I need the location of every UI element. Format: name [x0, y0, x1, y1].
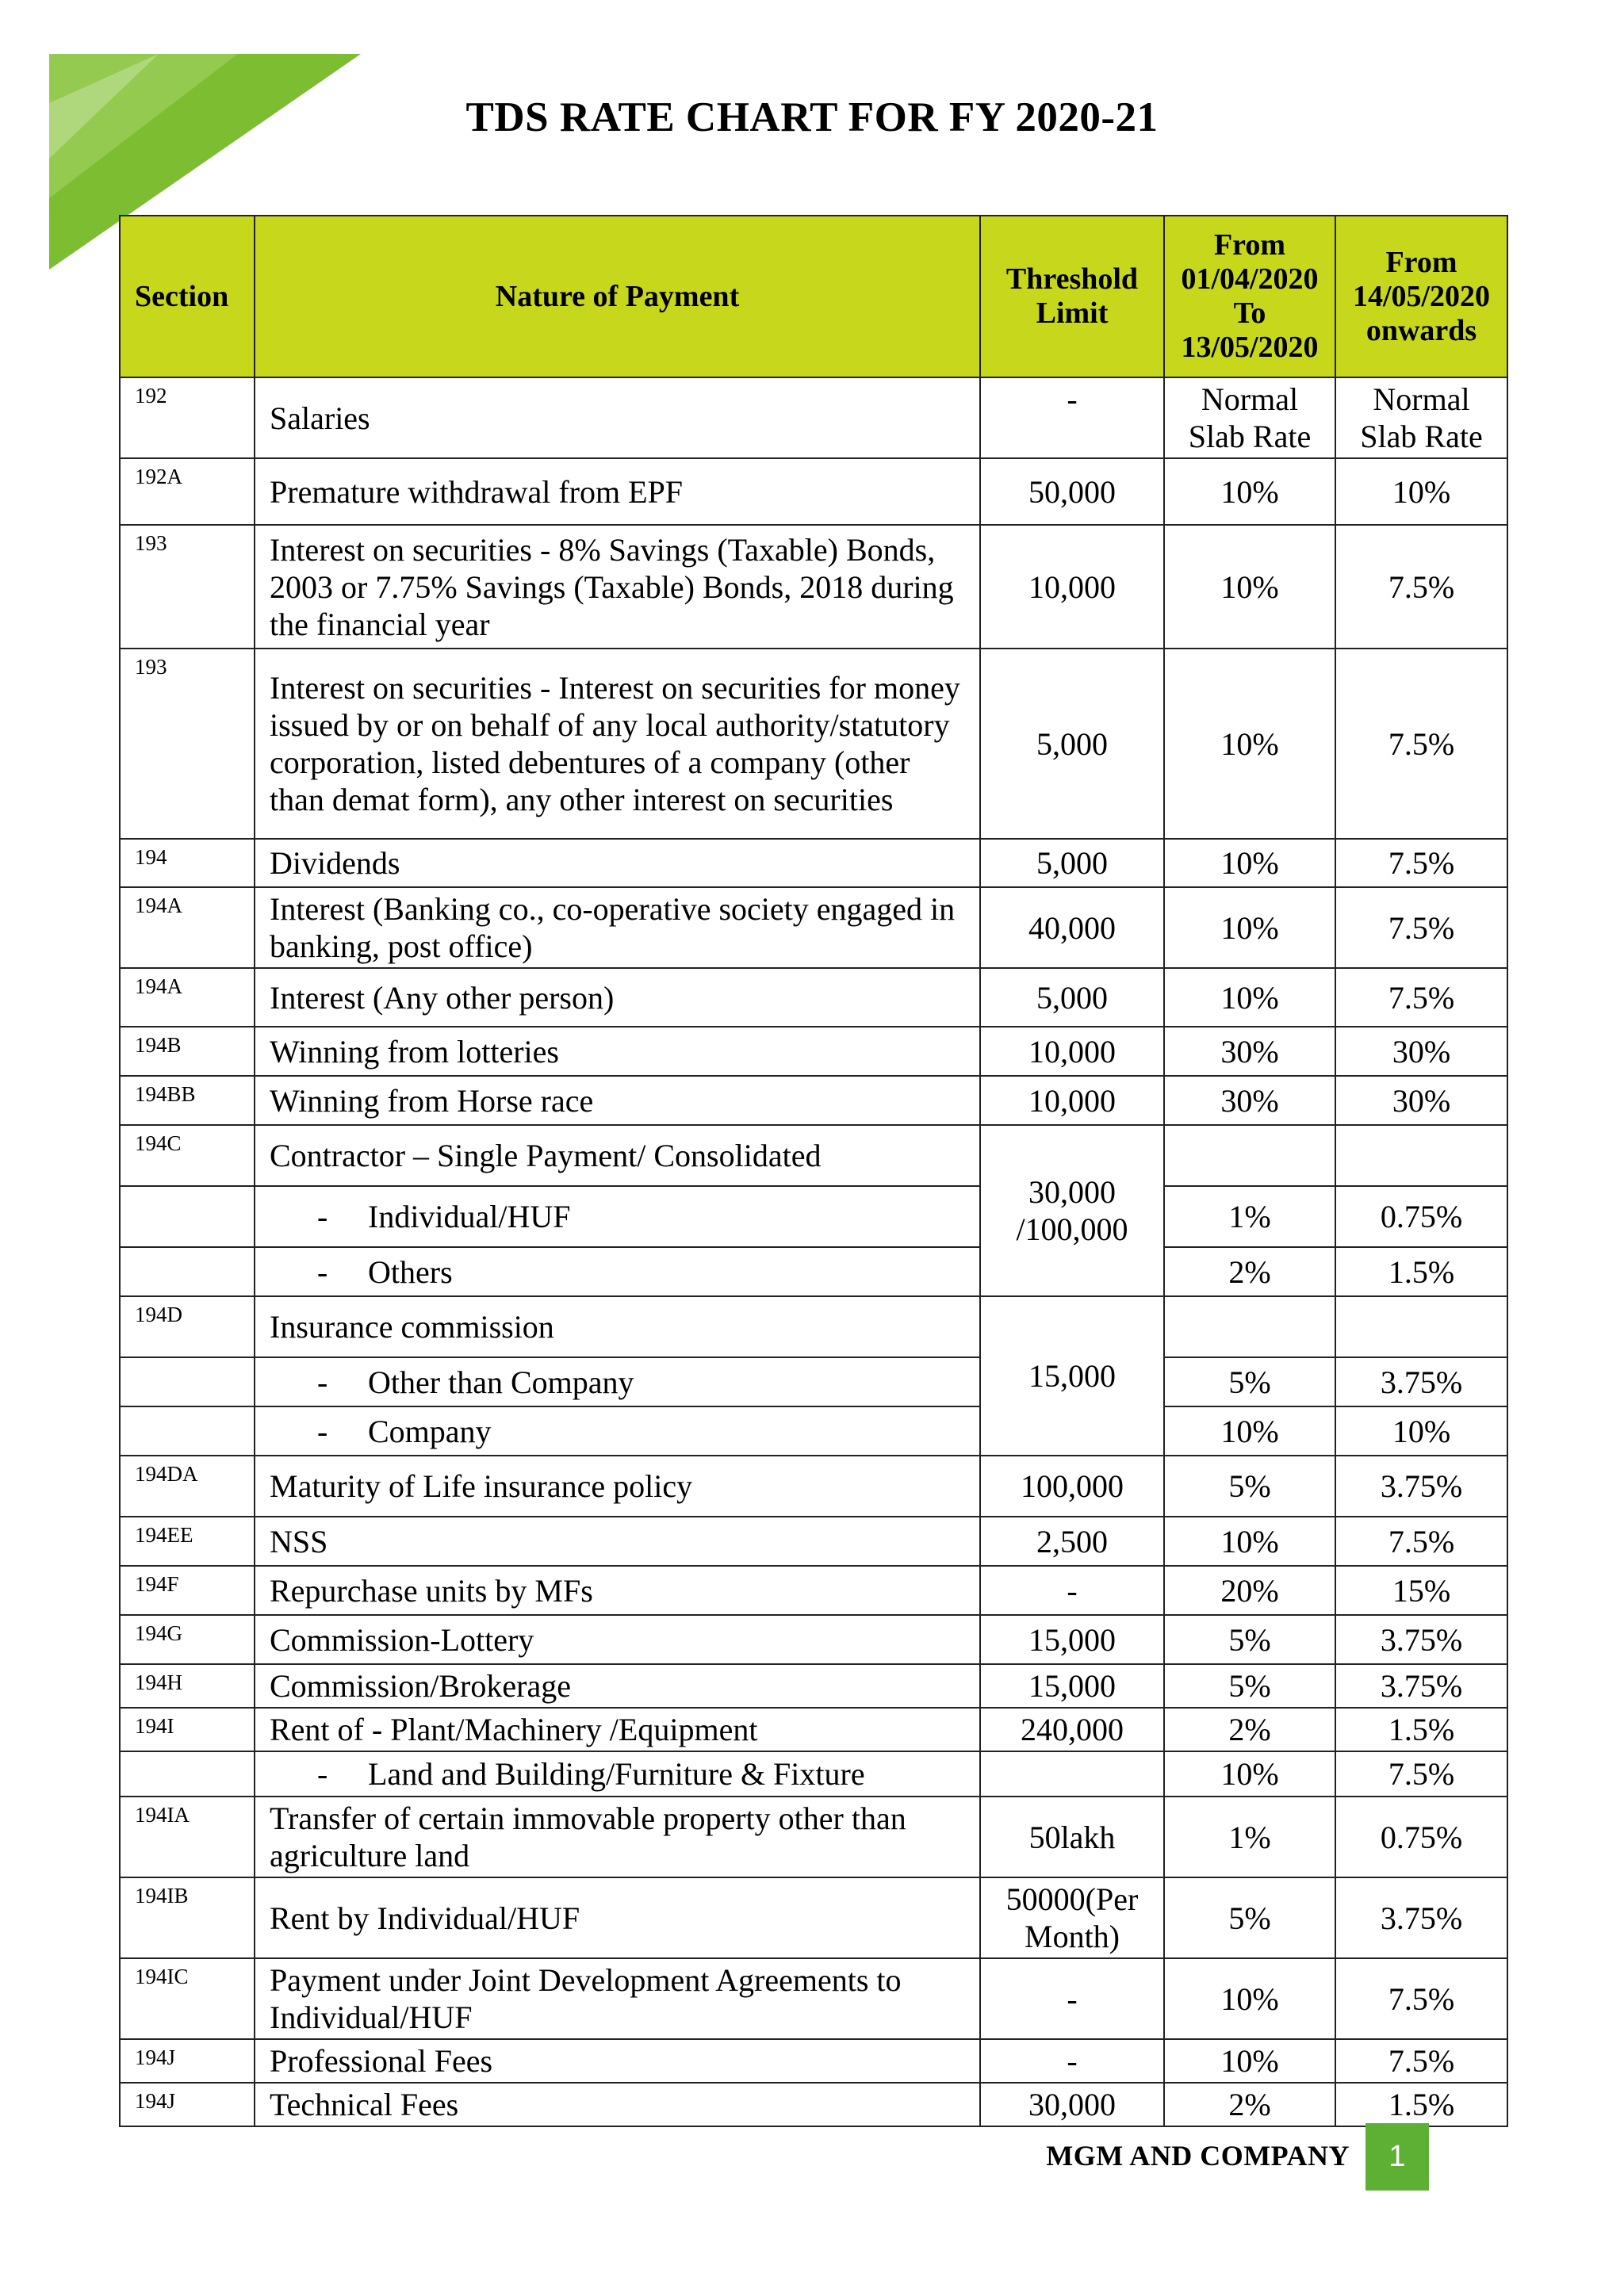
table-row — [120, 649, 1507, 839]
row-rate-1: 30% — [1164, 1076, 1335, 1125]
row-threshold: 240,000 — [980, 1708, 1164, 1751]
table-row — [120, 1566, 1507, 1615]
row-section: 194IB — [120, 1877, 255, 1958]
row-threshold: 50lakh — [980, 1797, 1164, 1877]
table-subrow — [120, 1357, 1507, 1406]
row-rate-1: 10% — [1164, 1751, 1335, 1797]
row-rate-1: 10% — [1164, 525, 1335, 649]
sub-item-label: Company — [368, 1413, 492, 1449]
row-rate-2: 1.5% — [1335, 1708, 1507, 1751]
row-section: 194J — [120, 2039, 255, 2083]
row-rate-2: 3.75% — [1335, 1615, 1507, 1664]
sub-item-label: Other than Company — [368, 1364, 634, 1400]
row-threshold: 2,500 — [980, 1517, 1164, 1566]
row-rate-1: 10% — [1164, 1517, 1335, 1566]
table-row — [120, 1708, 1507, 1751]
row-rate-2: 7.5% — [1335, 649, 1507, 839]
row-rate-1: 10% — [1164, 968, 1335, 1027]
row-section: 194G — [120, 1615, 255, 1664]
row-section: 194EE — [120, 1517, 255, 1566]
row-rate-2: 7.5% — [1335, 2039, 1507, 2083]
row-rate-1: 1% — [1164, 1186, 1335, 1247]
row-rate-2: Normal Slab Rate — [1335, 377, 1507, 458]
row-rate-1: Normal Slab Rate — [1164, 377, 1335, 458]
header-rate-from-01-04: From 01/04/2020 To 13/05/2020 — [1164, 216, 1335, 377]
tds-rate-table — [119, 215, 1508, 2127]
row-rate-1-empty — [1164, 1296, 1335, 1357]
row-nature: Rent of - Plant/Machinery /Equipment — [255, 1708, 980, 1751]
row-rate-2: 15% — [1335, 1566, 1507, 1615]
row-nature: Interest (Any other person) — [255, 968, 980, 1027]
row-rate-2: 30% — [1335, 1076, 1507, 1125]
row-rate-2: 0.75% — [1335, 1186, 1507, 1247]
row-section: 194DA — [120, 1456, 255, 1517]
row-section: 194F — [120, 1566, 255, 1615]
row-rate-2: 10% — [1335, 458, 1507, 525]
table-row — [120, 1125, 1507, 1186]
table-row — [120, 525, 1507, 649]
row-threshold: 15,000 — [980, 1296, 1164, 1456]
row-section: 194A — [120, 887, 255, 968]
row-nature: Premature withdrawal from EPF — [255, 458, 980, 525]
row-nature-sub — [255, 1357, 980, 1406]
page-title: TDS RATE CHART FOR FY 2020-21 — [465, 94, 1159, 140]
table-subrow — [120, 1186, 1507, 1247]
row-nature: Commission-Lottery — [255, 1615, 980, 1664]
page-number-badge: 1 — [1365, 2123, 1429, 2191]
row-threshold: 30,000 /100,000 — [980, 1125, 1164, 1296]
row-nature-sub — [255, 1247, 980, 1296]
row-rate-1: 2% — [1164, 1708, 1335, 1751]
sub-item-dash: - — [317, 1253, 328, 1290]
table-row — [120, 2083, 1507, 2126]
row-rate-1: 10% — [1164, 649, 1335, 839]
row-threshold: 40,000 — [980, 887, 1164, 968]
row-rate-1: 10% — [1164, 839, 1335, 887]
row-section: 193 — [120, 525, 255, 649]
row-nature: NSS — [255, 1517, 980, 1566]
row-rate-1: 20% — [1164, 1566, 1335, 1615]
row-nature: Maturity of Life insurance policy — [255, 1456, 980, 1517]
row-rate-1: 10% — [1164, 2039, 1335, 2083]
table-row — [120, 1615, 1507, 1664]
header-section: Section — [120, 216, 255, 377]
row-nature: Contractor – Single Payment/ Consolidated — [255, 1125, 980, 1186]
table-row — [120, 1027, 1507, 1076]
row-nature: Rent by Individual/HUF — [255, 1877, 980, 1958]
row-rate-1: 5% — [1164, 1877, 1335, 1958]
table-header-row — [120, 216, 1507, 377]
table-row — [120, 2039, 1507, 2083]
row-rate-1: 5% — [1164, 1456, 1335, 1517]
table-row — [120, 968, 1507, 1027]
row-nature: Transfer of certain immovable property other than agriculture land — [255, 1797, 980, 1877]
row-rate-2: 7.5% — [1335, 525, 1507, 649]
row-rate-1: 2% — [1164, 2083, 1335, 2126]
row-threshold: - — [980, 1958, 1164, 2039]
sub-item-label: Others — [368, 1253, 453, 1290]
table-row — [120, 839, 1507, 887]
header-threshold: Threshold Limit — [980, 216, 1164, 377]
row-section: 194IC — [120, 1958, 255, 2039]
row-section: 192 — [120, 377, 255, 458]
row-section: 194J — [120, 2083, 255, 2126]
row-nature: Interest on securities - 8% Savings (Taxable) Bonds, 2003 or 7.75% Savings (Taxable) Bonds, 2018 during the financial year — [255, 525, 980, 649]
row-rate-1: 10% — [1164, 458, 1335, 525]
row-section-empty — [120, 1357, 255, 1406]
row-rate-1: 30% — [1164, 1027, 1335, 1076]
row-section: 194IA — [120, 1797, 255, 1877]
row-nature: Repurchase units by MFs — [255, 1566, 980, 1615]
table-subrow — [120, 1406, 1507, 1456]
row-threshold: 5,000 — [980, 968, 1164, 1027]
table-row — [120, 1877, 1507, 1958]
table-row — [120, 1958, 1507, 2039]
row-section: 194D — [120, 1296, 255, 1357]
row-threshold: 15,000 — [980, 1615, 1164, 1664]
sub-item-dash: - — [317, 1199, 328, 1234]
row-rate-1: 1% — [1164, 1797, 1335, 1877]
row-section: 193 — [120, 649, 255, 839]
row-section-empty — [120, 1406, 255, 1456]
row-threshold: 10,000 — [980, 1076, 1164, 1125]
row-threshold: - — [980, 2039, 1164, 2083]
row-threshold: 30,000 — [980, 2083, 1164, 2126]
row-nature: Winning from lotteries — [255, 1027, 980, 1076]
row-section-empty — [120, 1751, 255, 1797]
row-nature: Winning from Horse race — [255, 1076, 980, 1125]
row-rate-2: 7.5% — [1335, 1751, 1507, 1797]
row-rate-2-empty — [1335, 1125, 1507, 1186]
table-row — [120, 1664, 1507, 1708]
sub-item-label: Individual/HUF — [368, 1199, 571, 1234]
row-rate-2: 1.5% — [1335, 2083, 1507, 2126]
table-row — [120, 1296, 1507, 1357]
row-rate-2: 7.5% — [1335, 839, 1507, 887]
row-section: 192A — [120, 458, 255, 525]
row-rate-2: 3.75% — [1335, 1456, 1507, 1517]
row-rate-2: 10% — [1335, 1406, 1507, 1456]
table-row — [120, 887, 1507, 968]
row-nature: Interest on securities - Interest on securities for money issued by or on behalf of any local authority/statutory corporation, listed debentures of a company (other than demat form), any other interest on securities — [255, 649, 980, 839]
row-rate-2: 0.75% — [1335, 1797, 1507, 1877]
row-threshold: 5,000 — [980, 839, 1164, 887]
row-rate-2: 30% — [1335, 1027, 1507, 1076]
sub-item-dash: - — [317, 1413, 328, 1449]
row-nature-sub — [255, 1751, 980, 1797]
row-nature: Interest (Banking co., co-operative society engaged in banking, post office) — [255, 887, 980, 968]
row-nature: Commission/Brokerage — [255, 1664, 980, 1708]
table-subrow — [120, 1247, 1507, 1296]
row-nature: Insurance commission — [255, 1296, 980, 1357]
row-section: 194BB — [120, 1076, 255, 1125]
header-nature: Nature of Payment — [255, 216, 980, 377]
row-rate-1: 5% — [1164, 1615, 1335, 1664]
table-row — [120, 458, 1507, 525]
row-section: 194H — [120, 1664, 255, 1708]
footer-company-name: MGM AND COMPANY — [1046, 2140, 1350, 2172]
row-rate-1: 5% — [1164, 1664, 1335, 1708]
row-rate-1-empty — [1164, 1125, 1335, 1186]
row-rate-1: 10% — [1164, 1406, 1335, 1456]
row-rate-2: 7.5% — [1335, 968, 1507, 1027]
table-row — [120, 377, 1507, 458]
row-section: 194C — [120, 1125, 255, 1186]
row-rate-2: 3.75% — [1335, 1357, 1507, 1406]
row-section-empty — [120, 1186, 255, 1247]
table-row — [120, 1517, 1507, 1566]
row-section: 194A — [120, 968, 255, 1027]
row-nature-sub — [255, 1186, 980, 1247]
row-nature: Salaries — [255, 377, 980, 458]
row-section: 194B — [120, 1027, 255, 1076]
row-rate-2: 7.5% — [1335, 1517, 1507, 1566]
row-rate-2: 7.5% — [1335, 1958, 1507, 2039]
table-row — [120, 1797, 1507, 1877]
row-threshold: - — [980, 1566, 1164, 1615]
row-threshold: 10,000 — [980, 525, 1164, 649]
row-nature: Professional Fees — [255, 2039, 980, 2083]
row-threshold: 50,000 — [980, 458, 1164, 525]
row-threshold: 15,000 — [980, 1664, 1164, 1708]
row-section-empty — [120, 1247, 255, 1296]
row-nature: Payment under Joint Development Agreements to Individual/HUF — [255, 1958, 980, 2039]
row-threshold-empty — [980, 1751, 1164, 1797]
sub-item-label: Land and Building/Furniture & Fixture — [368, 1756, 865, 1792]
row-section: 194I — [120, 1708, 255, 1751]
row-rate-2-empty — [1335, 1296, 1507, 1357]
row-rate-2: 1.5% — [1335, 1247, 1507, 1296]
row-threshold: - — [980, 377, 1164, 458]
sub-item-dash: - — [317, 1364, 328, 1400]
row-rate-2: 7.5% — [1335, 887, 1507, 968]
row-rate-1: 10% — [1164, 887, 1335, 968]
row-threshold: 5,000 — [980, 649, 1164, 839]
row-rate-2: 3.75% — [1335, 1877, 1507, 1958]
table-row — [120, 1076, 1507, 1125]
row-nature-sub — [255, 1406, 980, 1456]
header-rate-from-14-05: From 14/05/2020 onwards — [1335, 216, 1507, 377]
row-threshold: 50000(Per Month) — [980, 1877, 1164, 1958]
row-rate-1: 2% — [1164, 1247, 1335, 1296]
table-subrow — [120, 1751, 1507, 1797]
row-nature: Technical Fees — [255, 2083, 980, 2126]
row-rate-1: 5% — [1164, 1357, 1335, 1406]
row-rate-1: 10% — [1164, 1958, 1335, 2039]
row-threshold: 10,000 — [980, 1027, 1164, 1076]
table-row — [120, 1456, 1507, 1517]
row-section: 194 — [120, 839, 255, 887]
row-rate-2: 3.75% — [1335, 1664, 1507, 1708]
row-threshold: 100,000 — [980, 1456, 1164, 1517]
row-nature: Dividends — [255, 839, 980, 887]
sub-item-dash: - — [317, 1756, 328, 1792]
